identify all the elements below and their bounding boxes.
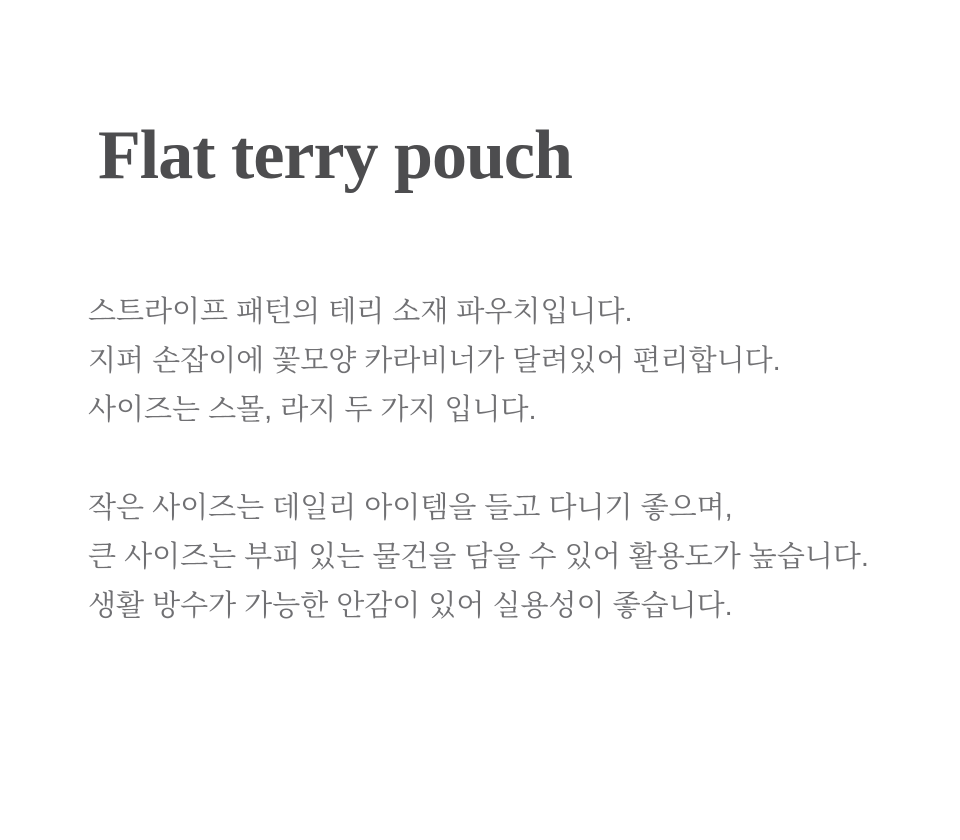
description-line: 사이즈는 스몰, 라지 두 가지 입니다. (88, 394, 537, 426)
description-line: 큰 사이즈는 부피 있는 물건을 담을 수 있어 활용도가 높습니다. (88, 541, 869, 573)
product-title: Flat terry pouch (98, 117, 572, 194)
description-line: 생활 방수가 가능한 안감이 있어 실용성이 좋습니다. (88, 590, 733, 622)
description-line: 스트라이프 패턴의 테리 소재 파우치입니다. (88, 296, 633, 328)
description-line: 작은 사이즈는 데일리 아이템을 들고 다니기 좋으며, (88, 492, 733, 524)
description-paragraph-1 (88, 288, 781, 435)
description-line: 지퍼 손잡이에 꽃모양 카라비너가 달려있어 편리합니다. (88, 345, 781, 377)
description-paragraph-2 (88, 484, 869, 631)
